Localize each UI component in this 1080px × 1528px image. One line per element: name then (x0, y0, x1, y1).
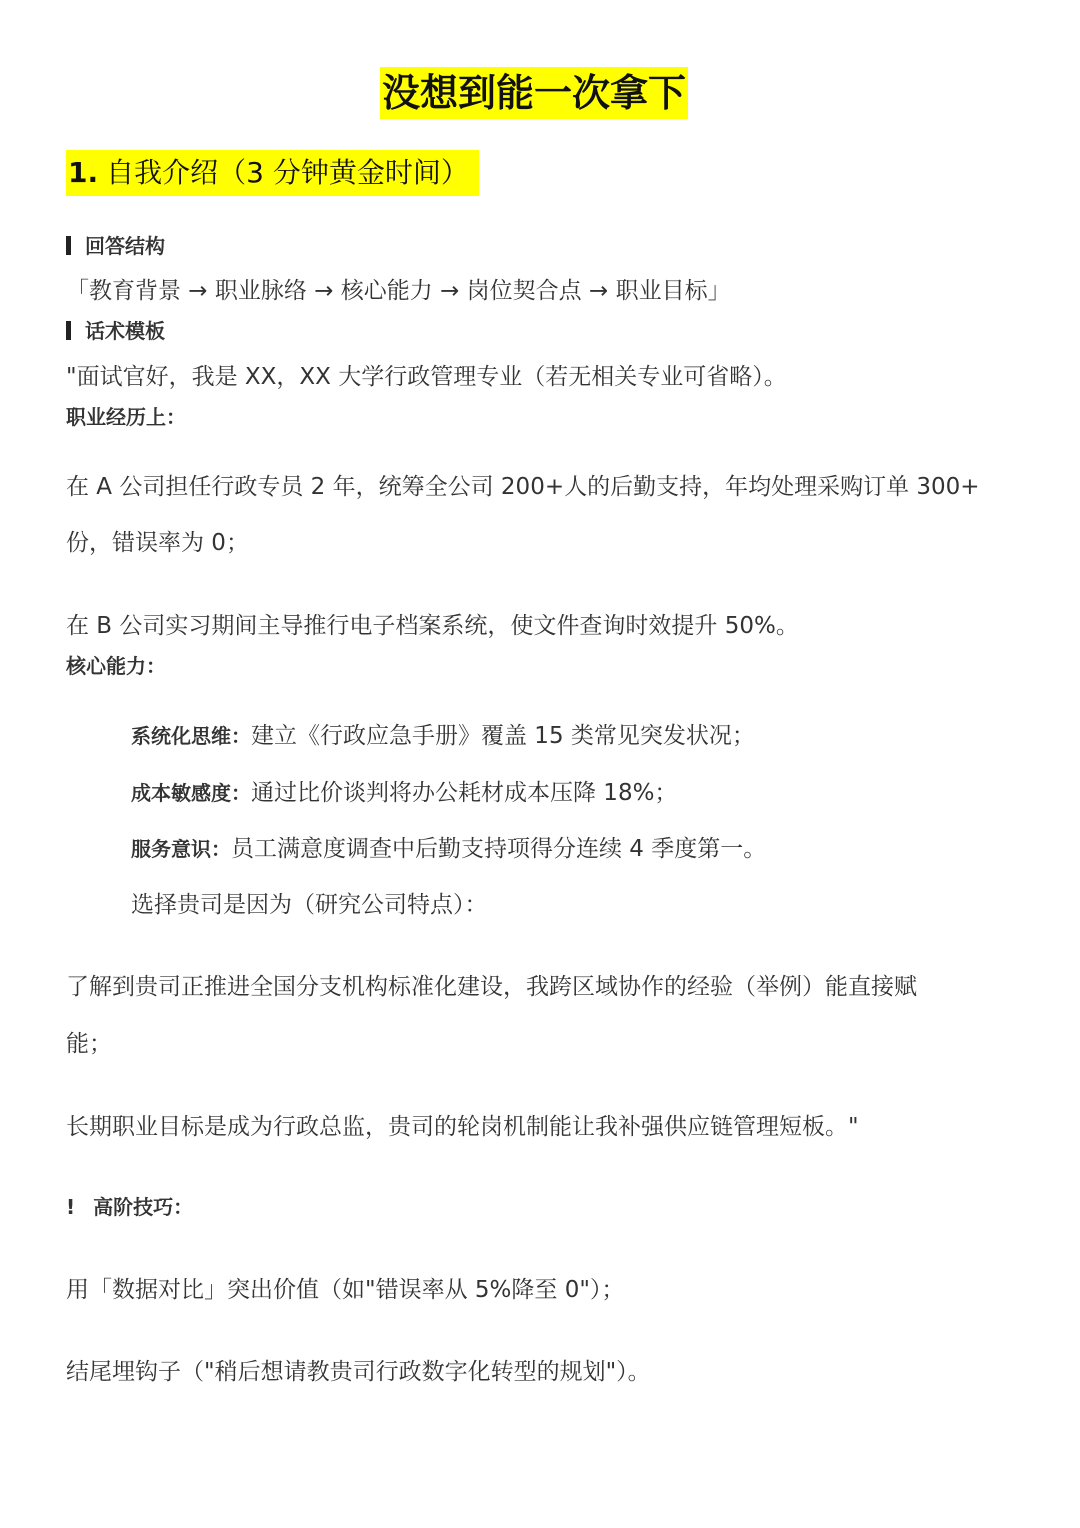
template-label: 话术模板 (85, 319, 165, 343)
tips-heading (66, 1191, 193, 1220)
exclamation-icon: ! (66, 1195, 76, 1219)
tips-label: 高阶技巧： (93, 1195, 194, 1219)
experience-a-line2: 份，错误率为 0； (66, 530, 249, 556)
career-goal: 长期职业目标是成为行政总监，贵司的轮岗机制能让我补强供应链管理短板。" (66, 1114, 859, 1140)
template-heading (66, 315, 165, 344)
experience-a-line1: 在 A 公司担任行政专员 2 年，统筹全公司 200+人的后勤支持，年均处理采购订单 300+ (66, 474, 980, 500)
tip-item: 用「数据对比」突出价值（如"错误率从 5%降至 0"）； (66, 1277, 625, 1303)
ability-text: 建立《行政应急手册》覆盖 15 类常见突发状况； (251, 723, 755, 749)
bar-marker-icon (66, 236, 71, 255)
experience-b: 在 B 公司实习期间主导推行电子档案系统，使文件查询时效提升 50%。 (66, 613, 799, 639)
ability-label: 服务意识： (131, 837, 231, 861)
ability-label: 系统化思维： (131, 724, 251, 748)
ability-item (131, 717, 755, 750)
experience-label: 职业经历上： (66, 405, 186, 429)
tip-item: 结尾埋钩子（"稍后想请教贵司行政数字化转型的规划"）。 (66, 1359, 651, 1385)
answer-structure-label: 回答结构 (85, 234, 165, 258)
ability-text: 通过比价谈判将办公耗材成本压降 18%； (251, 780, 678, 806)
ability-item (131, 774, 677, 807)
reason-intro: 选择贵司是因为（研究公司特点）： (131, 892, 488, 918)
section-heading-text: 自我介绍（3 分钟黄金时间） (106, 156, 469, 189)
abilities-label: 核心能力： (66, 654, 166, 678)
page-title: 没想到能一次拿下 (380, 67, 688, 119)
ability-item (131, 830, 766, 863)
reason-line1: 了解到贵司正推进全国分支机构标准化建设，我跨区域协作的经验（举例）能直接赋 (66, 974, 917, 1000)
section-number: 1. (68, 156, 99, 189)
answer-structure-flow: 「教育背景 → 职业脉络 → 核心能力 → 岗位契合点 → 职业目标」 (66, 278, 731, 304)
ability-label: 成本敏感度： (131, 781, 251, 805)
section-heading (66, 150, 479, 196)
reason-line2: 能； (66, 1031, 112, 1057)
answer-structure-heading (66, 230, 165, 259)
bar-marker-icon (66, 321, 71, 340)
ability-text: 员工满意度调查中后勤支持项得分连续 4 季度第一。 (231, 836, 767, 862)
template-intro: "面试官好，我是 XX，XX 大学行政管理专业（若无相关专业可省略）。 (66, 364, 787, 390)
